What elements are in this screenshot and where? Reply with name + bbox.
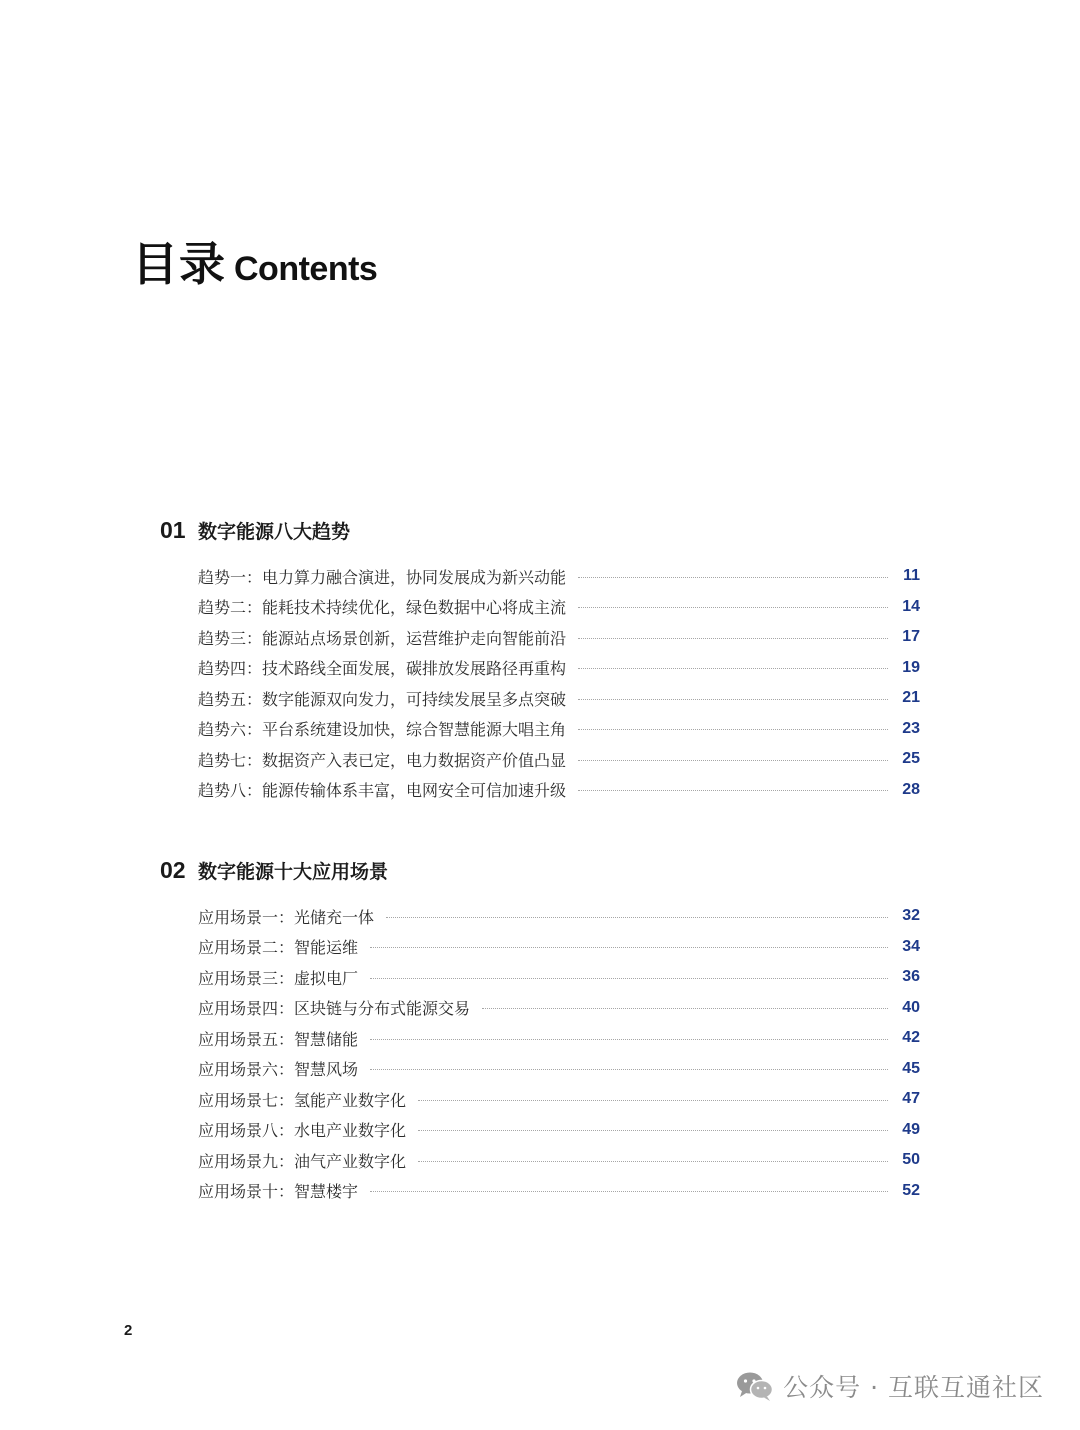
dot-leader: [578, 607, 888, 608]
toc-entry-list: [160, 901, 920, 1206]
section-title: 数字能源八大趋势: [198, 520, 351, 543]
toc-entry-title: 应用场景四：区块链与分布式能源交易: [198, 999, 471, 1019]
toc-entry[interactable]: [198, 901, 920, 932]
toc-entry[interactable]: [198, 683, 920, 714]
toc-entry-title: 应用场景十：智慧楼宇: [198, 1182, 359, 1202]
toc-section-scenarios: [160, 853, 920, 1206]
toc-entry-page: 21: [902, 689, 920, 707]
dot-leader: [370, 1191, 888, 1192]
toc-entry[interactable]: [198, 1084, 920, 1115]
toc-entry-page: 14: [902, 597, 920, 615]
dot-leader: [418, 1130, 888, 1131]
toc-entry-page: 50: [902, 1151, 920, 1169]
page-title: [132, 228, 378, 291]
toc-entry-title: 趋势一：电力算力融合演进，协同发展成为新兴动能: [198, 567, 567, 587]
dot-leader: [578, 790, 888, 791]
dot-leader: [386, 917, 888, 918]
toc-entry[interactable]: [198, 932, 920, 963]
toc-entry[interactable]: [198, 962, 920, 993]
toc-entry-title: 趋势六：平台系统建设加快，综合智慧能源大唱主角: [198, 720, 567, 740]
toc-entry-page: 23: [902, 719, 920, 737]
toc-entry-title: 应用场景一：光储充一体: [198, 907, 375, 927]
toc-entry[interactable]: [198, 744, 920, 775]
toc-entry-page: 25: [902, 750, 920, 768]
dot-leader: [578, 729, 888, 730]
section-heading: [160, 853, 920, 887]
section-number: 01: [160, 516, 186, 543]
toc-entry[interactable]: [198, 714, 920, 745]
title-chinese: 目录: [132, 237, 226, 291]
toc-entry-title: 应用场景六：智慧风场: [198, 1060, 359, 1080]
toc-entry-page: 17: [902, 628, 920, 646]
toc-entry[interactable]: [198, 653, 920, 684]
toc-entry-title: 应用场景七：氢能产业数字化: [198, 1090, 407, 1110]
toc-entry[interactable]: [198, 592, 920, 623]
section-title: 数字能源十大应用场景: [198, 860, 389, 883]
dot-leader: [370, 1069, 888, 1070]
dot-leader: [578, 699, 888, 700]
toc-entry[interactable]: [198, 1145, 920, 1176]
toc-entry-page: 28: [902, 780, 920, 798]
wechat-icon: [735, 1370, 775, 1402]
watermark-text: 公众号 · 互联互通社区: [783, 1373, 1044, 1402]
toc-entry-title: 应用场景二：智能运维: [198, 938, 359, 958]
toc-entry[interactable]: [198, 1115, 920, 1146]
dot-leader: [370, 1039, 888, 1040]
toc-entry-page: 11: [903, 567, 920, 585]
section-number: 02: [160, 856, 186, 883]
toc-section-trends: [160, 513, 920, 805]
toc-entry[interactable]: [198, 622, 920, 653]
watermark: [735, 1366, 1044, 1406]
toc-entry-title: 趋势五：数字能源双向发力，可持续发展呈多点突破: [198, 689, 567, 709]
title-english: Contents: [234, 250, 378, 288]
toc-entry[interactable]: [198, 775, 920, 806]
dot-leader: [482, 1008, 888, 1009]
toc-entry-page: 47: [902, 1090, 920, 1108]
dot-leader: [418, 1161, 888, 1162]
toc-entry[interactable]: [198, 1054, 920, 1085]
dot-leader: [418, 1100, 888, 1101]
dot-leader: [578, 760, 888, 761]
toc-entry[interactable]: [198, 993, 920, 1024]
toc-entry[interactable]: [198, 561, 920, 592]
toc-entry-title: 趋势七：数据资产入表已定，电力数据资产价值凸显: [198, 750, 567, 770]
toc-entry-page: 40: [902, 998, 920, 1016]
toc-entry-page: 49: [902, 1120, 920, 1138]
toc-entry-page: 45: [902, 1059, 920, 1077]
dot-leader: [578, 668, 888, 669]
toc-entry-title: 趋势三：能源站点场景创新，运营维护走向智能前沿: [198, 628, 567, 648]
dot-leader: [578, 577, 888, 578]
section-heading: [160, 513, 920, 547]
toc-entry[interactable]: [198, 1023, 920, 1054]
toc-entry-list: [160, 561, 920, 805]
page-number: 2: [124, 1322, 133, 1339]
toc-entry-title: 趋势二：能耗技术持续优化，绿色数据中心将成主流: [198, 598, 567, 618]
toc-entry-page: 36: [902, 968, 920, 986]
dot-leader: [370, 947, 888, 948]
toc-entry-page: 34: [902, 937, 920, 955]
dot-leader: [370, 978, 888, 979]
toc-entry-page: 42: [902, 1029, 920, 1047]
toc-entry-page: 52: [902, 1181, 920, 1199]
toc-entry-page: 19: [902, 658, 920, 676]
toc-entry-title: 趋势四：技术路线全面发展，碳排放发展路径再重构: [198, 659, 567, 679]
dot-leader: [578, 638, 888, 639]
toc-entry-title: 应用场景八：水电产业数字化: [198, 1121, 407, 1141]
toc-entry[interactable]: [198, 1176, 920, 1207]
toc-entry-title: 应用场景九：油气产业数字化: [198, 1151, 407, 1171]
toc-entry-title: 趋势八：能源传输体系丰富，电网安全可信加速升级: [198, 781, 567, 801]
toc-entry-page: 32: [902, 907, 920, 925]
toc-entry-title: 应用场景三：虚拟电厂: [198, 968, 359, 988]
toc-entry-title: 应用场景五：智慧储能: [198, 1029, 359, 1049]
